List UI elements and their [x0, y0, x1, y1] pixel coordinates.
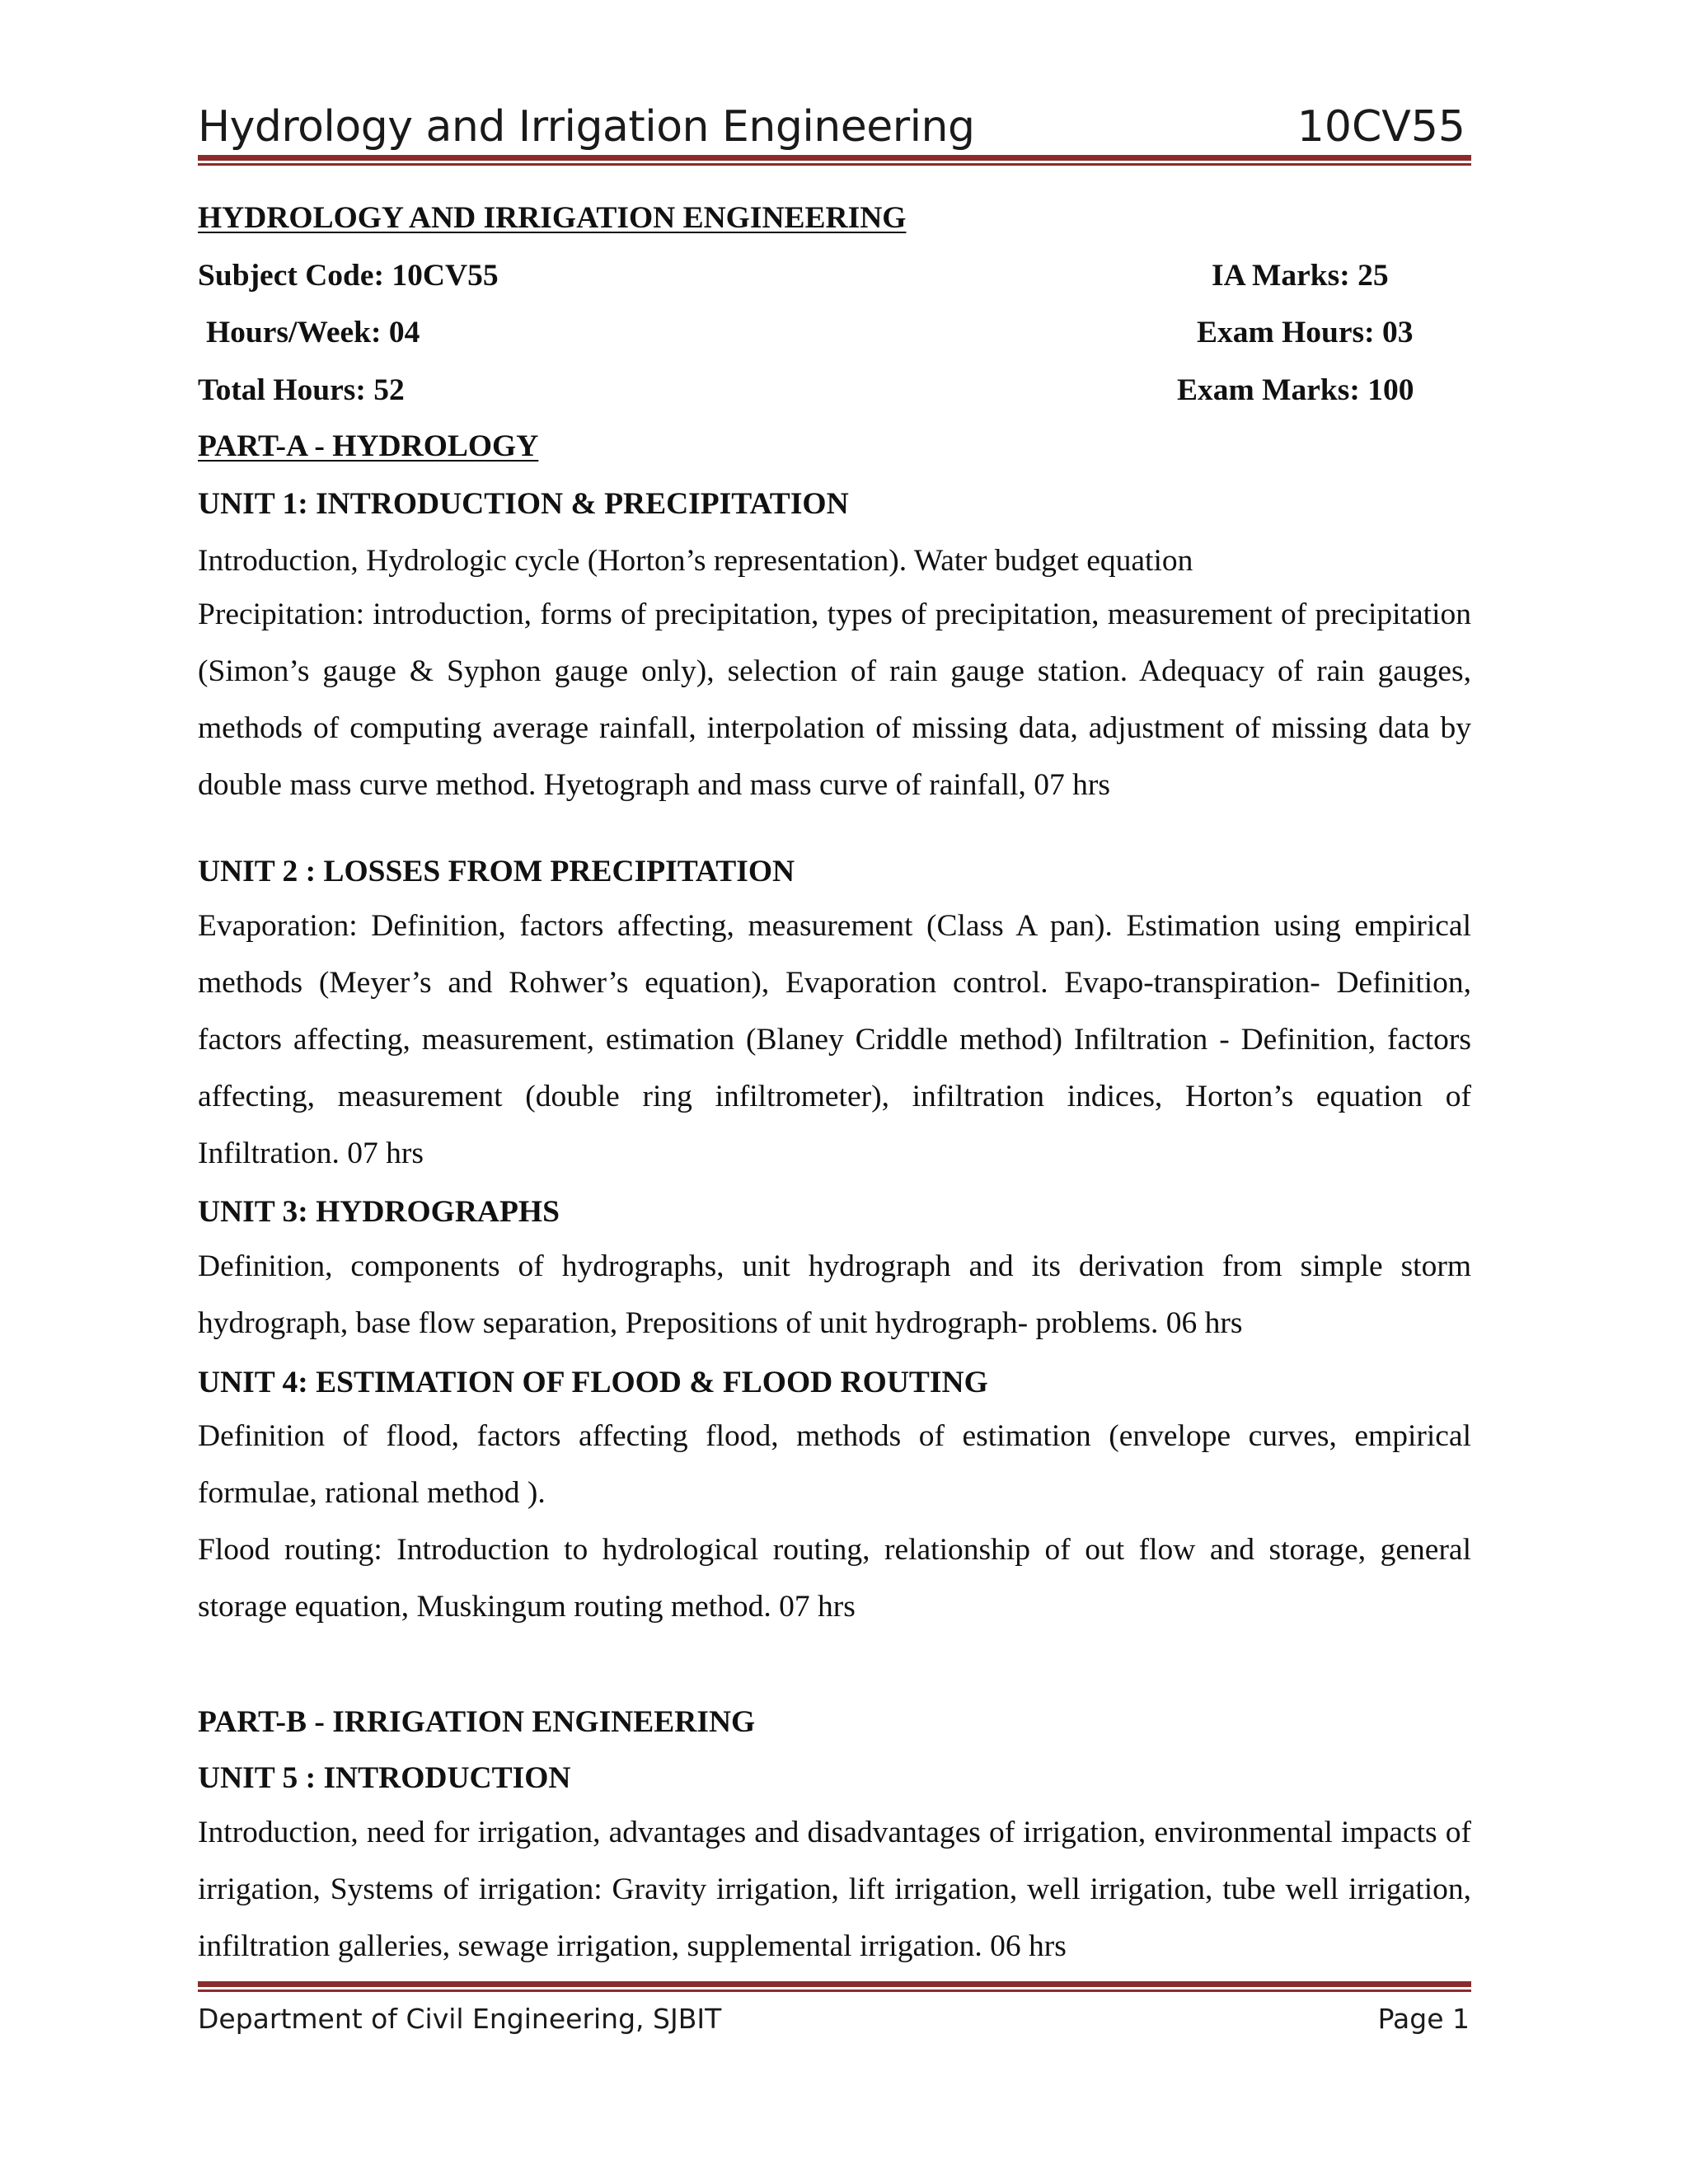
unit3-heading: UNIT 3: HYDROGRAPHS — [198, 1195, 560, 1229]
part-a-heading: PART-A - HYDROLOGY — [198, 429, 539, 463]
footer-page-number: Page 1 — [1377, 2003, 1470, 2035]
ia-marks: IA Marks: 25 — [1212, 259, 1389, 293]
unit4-heading: UNIT 4: ESTIMATION OF FLOOD & FLOOD ROUTING — [198, 1366, 988, 1399]
header-code: 10CV55 — [1296, 102, 1465, 152]
hours-week: Hours/Week: 04 — [206, 316, 420, 349]
total-hours: Total Hours: 52 — [198, 373, 405, 407]
unit5-heading: UNIT 5 : INTRODUCTION — [198, 1761, 571, 1795]
part-b-heading: PART-B - IRRIGATION ENGINEERING — [198, 1705, 756, 1739]
unit3-body: Definition, components of hydrographs, unit hydrograph and its derivation from simple storm hydrograph, base flow separation, Prepositions of unit hydrograph- problems. 06 hrs — [198, 1249, 1471, 1340]
header-title: Hydrology and Irrigation Engineering — [198, 102, 975, 152]
unit1-heading: UNIT 1: INTRODUCTION & PRECIPITATION — [198, 487, 849, 521]
footer-rule — [198, 1981, 1471, 1992]
main-title: HYDROLOGY AND IRRIGATION ENGINEERING — [198, 201, 907, 235]
exam-marks: Exam Marks: 100 — [1177, 373, 1414, 407]
header-rule — [198, 155, 1471, 166]
unit4-definition: Definition of flood, factors affecting flood, methods of estimation (envelope curves, empirical formulae, rational method ). — [198, 1419, 1471, 1510]
unit2-body: Evaporation: Definition, factors affecting, measurement (Class A pan). Estimation using empirical methods (Meyer’s and Rohwer’s equation), Evaporation control. Evapo-transpiration- Definition, factors affecting, measurement, estimation (Blaney Criddle method) Infiltration - Definition, factors affecting, measurement (double ring infiltrometer), infiltration indices, Horton’s equation of Infiltration. 07 hrs — [198, 909, 1471, 1170]
unit1-precipitation: Precipitation: introduction, forms of precipitation, types of precipitation, measurement of precipitation (Simon’s gauge & Syphon gauge only), selection of rain gauge station. Adequacy of rain gauges, methods of computing average rainfall, interpolation of missing data, adjustment of missing data by double mass curve method. Hyetograph and mass curve of rainfall, 07 hrs — [198, 598, 1471, 802]
footer-department: Department of Civil Engineering, SJBIT — [198, 2003, 722, 2035]
subject-code: Subject Code: 10CV55 — [198, 259, 499, 293]
exam-hours: Exam Hours: 03 — [1197, 316, 1414, 349]
unit4-flood-routing: Flood routing: Introduction to hydrological routing, relationship of out flow and storage, general storage equation, Muskingum routing method. 07 hrs — [198, 1533, 1471, 1624]
unit2-heading: UNIT 2 : LOSSES FROM PRECIPITATION — [198, 855, 795, 888]
unit5-body: Introduction, need for irrigation, advantages and disadvantages of irrigation, environmental impacts of irrigation, Systems of irrigation: Gravity irrigation, lift irrigation, well irrigation, tube well irrigation, infiltration galleries, sewage irrigation, supplemental irrigation. 06 hrs — [198, 1816, 1471, 1963]
unit1-intro: Introduction, Hydrologic cycle (Horton’s representation). Water budget equation — [198, 544, 1193, 578]
